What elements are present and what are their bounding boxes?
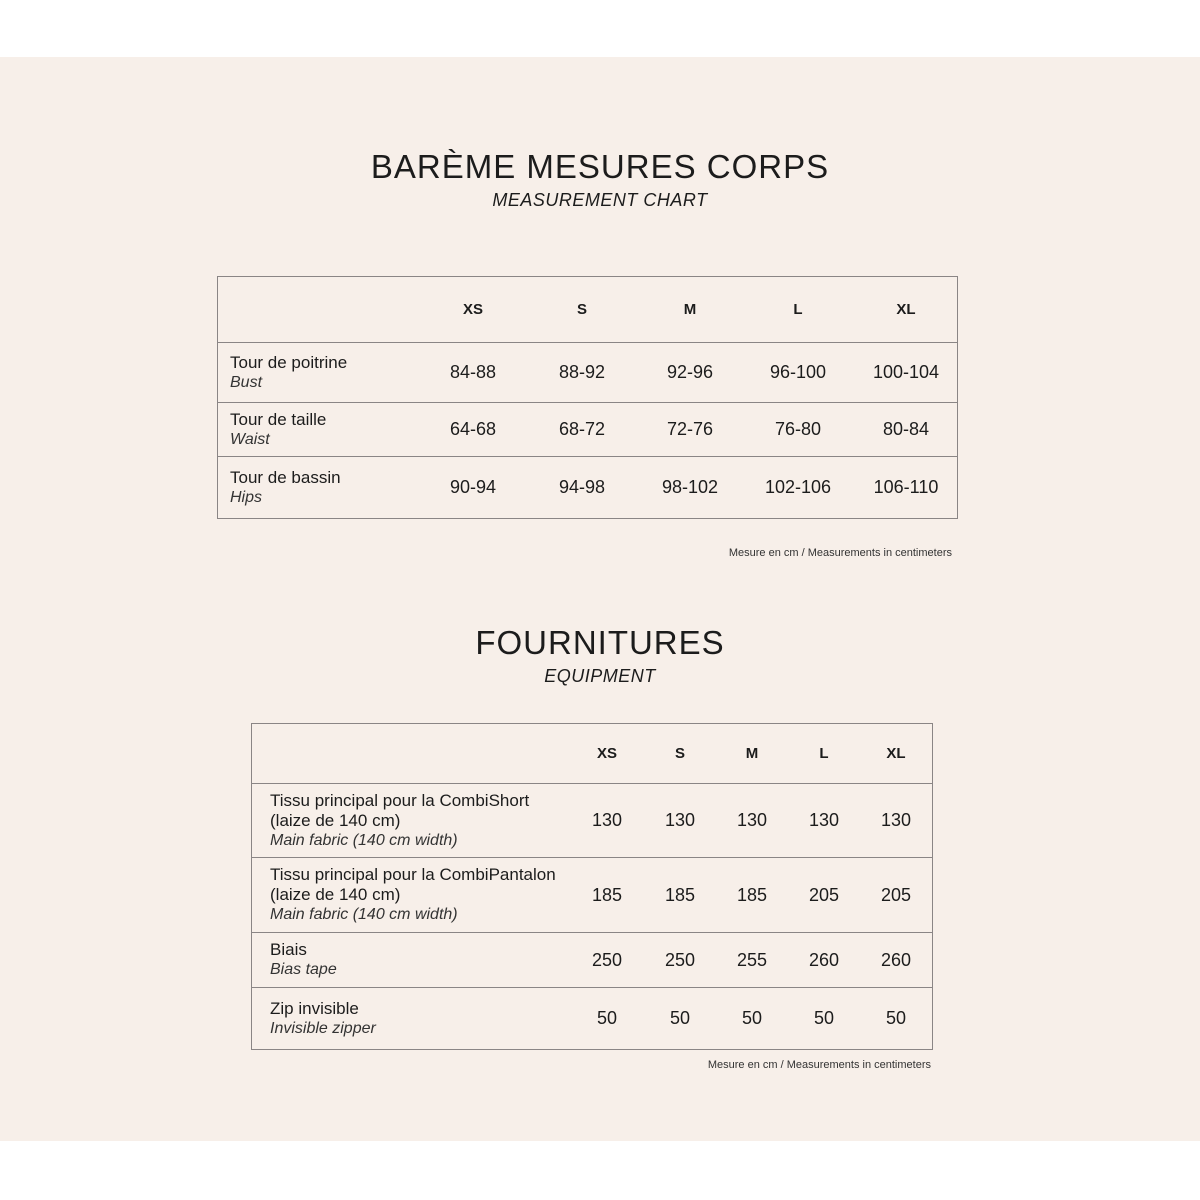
value-cell: 84-88 — [449, 362, 497, 382]
value-cell: 130 — [591, 810, 623, 830]
size-header-s: S — [576, 301, 587, 318]
label-fr: Tour de bassin — [230, 467, 341, 487]
value-cell: 106-110 — [873, 477, 939, 497]
row-label — [230, 403, 420, 456]
measurement-subtitle: MEASUREMENT CHART — [492, 190, 708, 210]
label-en: Bias tape — [270, 961, 337, 978]
table-row — [218, 342, 957, 402]
value-cell: 76-80 — [774, 419, 822, 439]
equipment-unit-note: Mesure en cm / Measurements in centimeters — [707, 1059, 931, 1071]
value-cell: 50 — [813, 1008, 835, 1028]
size-header-xl: XL — [896, 301, 916, 318]
size-header-xs: XS — [462, 301, 483, 318]
label-fr: Biais — [270, 940, 307, 959]
row-label — [230, 343, 420, 402]
value-cell: 50 — [669, 1008, 691, 1028]
value-cell: 94-98 — [558, 477, 606, 497]
measurement-unit-note: Mesure en cm / Measurements in centimeters — [728, 547, 952, 559]
label-fr: Tissu principal pour la CombiPantalon — [270, 865, 556, 884]
value-cell: 205 — [808, 884, 840, 905]
size-header-m: M — [683, 301, 697, 318]
value-cell: 185 — [591, 884, 623, 905]
table-row — [218, 456, 957, 518]
table-row — [252, 857, 932, 932]
label-fr: Tour de poitrine — [230, 352, 348, 372]
value-cell: 260 — [808, 949, 840, 970]
measurement-heading — [0, 148, 1200, 211]
value-cell: 130 — [736, 810, 768, 830]
label-fr: Tissu principal pour la CombiShort — [270, 790, 530, 810]
label-fr: Tour de taille — [230, 409, 327, 429]
value-cell: 185 — [736, 884, 768, 905]
size-header-xs: XS — [596, 745, 617, 762]
size-header-xl: XL — [886, 745, 906, 762]
row-label — [230, 457, 420, 518]
label-en: Main fabric (140 cm width) — [270, 906, 458, 923]
value-cell: 98-102 — [661, 477, 719, 497]
measurement-title: BARÈME MESURES CORPS — [370, 148, 830, 185]
table-row — [252, 932, 932, 987]
size-header-l: L — [793, 301, 803, 318]
value-cell: 68-72 — [558, 419, 606, 439]
value-cell: 255 — [736, 949, 768, 970]
value-cell: 130 — [664, 810, 696, 830]
label-fr: Zip invisible — [270, 998, 359, 1018]
value-cell: 50 — [741, 1008, 763, 1028]
table-row — [218, 402, 957, 456]
row-label — [270, 988, 570, 1049]
value-cell: 250 — [591, 949, 623, 970]
label-en: Waist — [230, 430, 270, 448]
label-fr-detail: (laize de 140 cm) — [270, 885, 401, 904]
label-en: Main fabric (140 cm width) — [270, 831, 458, 849]
value-cell: 260 — [880, 949, 912, 970]
table-row — [252, 987, 932, 1049]
value-cell: 130 — [808, 810, 840, 830]
value-cell: 50 — [885, 1008, 907, 1028]
row-label — [270, 784, 570, 857]
row-label — [270, 933, 570, 987]
value-cell: 50 — [596, 1008, 618, 1028]
size-header-l: L — [819, 745, 829, 762]
value-cell: 80-84 — [882, 419, 930, 439]
value-cell: 64-68 — [449, 419, 497, 439]
table-header-row — [218, 277, 957, 342]
table-header-row — [252, 724, 932, 783]
value-cell: 88-92 — [558, 362, 606, 382]
size-header-s: S — [674, 745, 685, 762]
table-row — [252, 783, 932, 857]
row-label — [270, 858, 570, 932]
value-cell: 90-94 — [449, 477, 497, 497]
label-en: Hips — [230, 488, 263, 506]
value-cell: 205 — [880, 884, 912, 905]
size-header-m: M — [745, 745, 759, 762]
equipment-heading — [0, 624, 1200, 687]
label-en: Invisible zipper — [270, 1019, 376, 1037]
value-cell: 92-96 — [666, 362, 714, 382]
label-en: Bust — [230, 373, 263, 391]
equipment-title: FOURNITURES — [475, 624, 725, 661]
equipment-subtitle: EQUIPMENT — [544, 666, 656, 686]
value-cell: 100-104 — [872, 362, 940, 382]
value-cell: 96-100 — [769, 362, 827, 382]
equipment-table — [251, 723, 933, 1050]
value-cell: 130 — [880, 810, 912, 830]
label-fr-detail: (laize de 140 cm) — [270, 810, 401, 830]
value-cell: 72-76 — [666, 419, 714, 439]
measurement-table — [217, 276, 958, 519]
value-cell: 102-106 — [764, 477, 832, 497]
value-cell: 185 — [664, 884, 696, 905]
value-cell: 250 — [664, 949, 696, 970]
